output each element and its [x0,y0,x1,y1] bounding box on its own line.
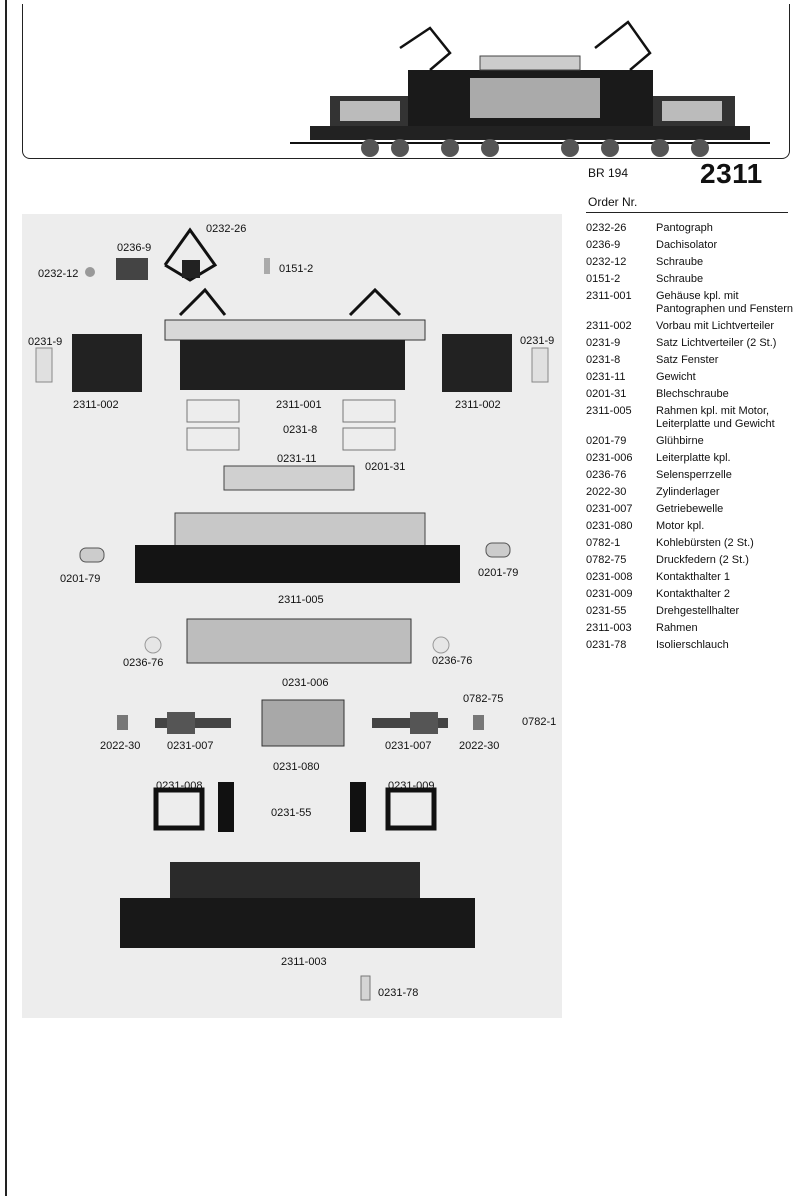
parts-list-row [586,520,798,537]
part-number: 0782-1 [586,537,621,549]
parts-list-row [586,639,798,656]
part-number: 0201-31 [586,388,627,400]
circuit-board-part [185,615,415,667]
part-number: 0232-26 [586,222,627,234]
parts-list-row [586,571,798,588]
parts-list-row [586,469,798,486]
label-0231-9-right: 0231-9 [520,335,555,347]
part-number: 0231-008 [586,571,633,583]
parts-list-row [586,405,798,435]
part-number: 0231-55 [586,605,627,617]
label-2311-002-left: 2311-002 [73,399,119,411]
gear-shaft-part [155,710,235,738]
part-number: 0201-79 [586,435,627,447]
part-description: Isolierschlauch [656,639,729,651]
part-description: Glühbirne [656,435,704,447]
label-0201-31: 0201-31 [365,461,406,473]
part-description: Drehgestellhalter [656,605,740,617]
part-description: Kohlebürsten (2 St.) [656,537,754,549]
parts-list-row [586,537,798,554]
part-description: Gewicht [656,371,696,383]
parts-list-row [586,320,798,337]
part-number: 0236-76 [586,469,627,481]
parts-list-row [586,354,798,371]
weight-part [222,462,360,494]
parts-list-row [586,388,798,405]
selenium-cell-part [432,636,450,654]
label-0231-55: 0231-55 [271,807,312,819]
heading-rule [586,212,788,213]
gear-shaft-part [370,710,450,738]
label-2022-30-left: 2022-30 [100,740,141,752]
label-0151-2: 0151-2 [279,263,314,275]
parts-list-table [586,222,798,656]
label-2022-30-right: 2022-30 [459,740,500,752]
label-0782-75: 0782-75 [463,693,504,705]
part-description: Leiterplatte kpl. [656,452,731,464]
label-0231-008: 0231-008 [156,780,203,792]
part-number: 0231-9 [586,337,621,349]
part-description: Selensperrzelle [656,469,732,481]
locomotive-illustration [290,8,770,160]
label-0231-8: 0231-8 [283,424,318,436]
parts-list-row [586,239,798,256]
parts-list-body [586,222,798,656]
part-description: Vorbau mit Lichtverteiler [656,320,774,332]
label-0231-9-left: 0231-9 [28,336,63,348]
label-0232-26: 0232-26 [206,223,247,235]
part-description: Rahmen [656,622,698,634]
label-0201-79-right: 0201-79 [478,567,519,579]
part-description: Satz Lichtverteiler (2 St.) [656,337,777,349]
part-number: 0231-006 [586,452,633,464]
label-0236-9: 0236-9 [117,242,152,254]
label-0201-79-left: 0201-79 [60,573,101,585]
motor-part [258,698,350,750]
parts-list-row [586,290,798,320]
parts-list-row [586,503,798,520]
left-margin-rule [5,0,7,1196]
part-number: 0151-2 [586,273,621,285]
part-description: Motor kpl. [656,520,705,532]
part-description: Pantograph [656,222,713,234]
part-number: 2311-003 [586,622,632,634]
parts-list-row [586,435,798,452]
part-description: Kontakthalter 1 [656,571,730,583]
label-2311-001: 2311-001 [276,399,322,411]
part-number: 2311-002 [586,320,632,332]
body-housing-part [160,285,430,395]
label-2311-005: 2311-005 [278,594,324,606]
part-description: Dachisolator [656,239,718,251]
frame-assembly-part [130,505,465,587]
bogie-frame-part [115,860,480,952]
parts-list-row [586,588,798,605]
part-description: Blechschraube [656,388,729,400]
part-description: Schraube [656,256,704,268]
part-number: 0231-080 [586,520,633,532]
bulb-part [78,545,108,565]
part-number: 0236-9 [586,239,621,251]
label-0232-12: 0232-12 [38,268,79,280]
bearing-part [472,714,486,732]
part-number: 0231-11 [586,371,626,383]
screw-part [84,266,96,278]
label-0236-76-left: 0236-76 [123,657,164,669]
part-description: Zylinderlager [656,486,720,498]
label-0236-76-right: 0236-76 [432,655,473,667]
label-0231-007-right: 0231-007 [385,740,432,752]
label-2311-002-right: 2311-002 [455,399,501,411]
parts-list-row [586,256,798,273]
parts-list-row [586,337,798,354]
parts-list-row [586,273,798,290]
selenium-cell-part [144,636,162,654]
part-description: Satz Fenster [656,354,719,366]
label-0231-009: 0231-009 [388,780,435,792]
label-0231-080: 0231-080 [273,761,320,773]
part-description: Getriebewelle [656,503,724,515]
part-description: Druckfedern (2 St.) [656,554,749,566]
roof-isolator-part [116,254,152,282]
parts-list-row [586,452,798,469]
insulating-sleeve-part [360,975,372,1003]
parts-list-row [586,554,798,571]
part-number: 0782-75 [586,554,627,566]
article-number: 2311 [700,158,763,189]
parts-list-row [586,622,798,639]
parts-list-row [586,222,798,239]
label-0782-1: 0782-1 [522,716,557,728]
parts-list-row [586,371,798,388]
parts-list-row [586,486,798,503]
part-number: 0231-009 [586,588,633,600]
part-number: 0231-78 [586,639,627,651]
part-description: Rahmen kpl. mit Motor, Leiterplatte und Gewicht [656,405,775,430]
label-2311-003: 2311-003 [281,956,327,968]
parts-list-row [586,605,798,622]
part-description: Kontakthalter 2 [656,588,730,600]
part-description: Gehäuse kpl. mit Pantographen und Fenstern [656,290,793,315]
order-number-heading: Order Nr. [588,195,638,209]
bearing-part [116,714,130,732]
label-0231-78: 0231-78 [378,987,419,999]
part-number: 2311-005 [586,405,632,417]
bulb-part [484,540,514,560]
part-description: Schraube [656,273,704,285]
part-number: 2022-30 [586,486,627,498]
model-designation: BR 194 [588,166,629,180]
part-number: 0232-12 [586,256,627,268]
part-number: 0231-8 [586,354,621,366]
part-number: 0231-007 [586,503,633,515]
screw-part [262,258,272,276]
part-number: 2311-001 [586,290,632,302]
label-0231-11: 0231-11 [277,453,317,465]
label-0231-007-left: 0231-007 [167,740,214,752]
label-0231-006: 0231-006 [282,677,329,689]
